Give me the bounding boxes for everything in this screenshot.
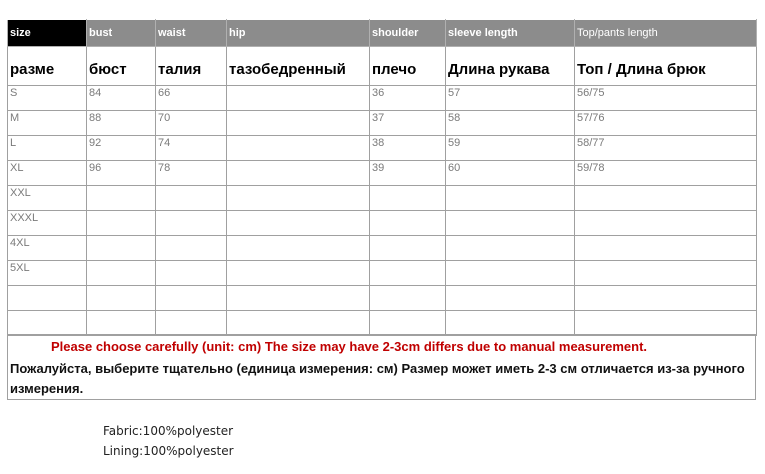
table-cell bbox=[370, 186, 446, 211]
fabric-info: Fabric:100%polyester bbox=[103, 424, 234, 438]
table-cell: S bbox=[8, 86, 87, 111]
table-cell: 37 bbox=[370, 111, 446, 136]
table-cell: XL bbox=[8, 161, 87, 186]
table-cell bbox=[87, 236, 156, 261]
table-cell: 88 bbox=[87, 111, 156, 136]
header-row-ru bbox=[8, 47, 757, 86]
table-row bbox=[8, 136, 757, 161]
table-cell: 38 bbox=[370, 136, 446, 161]
header-ru-sleeve-text: Длина рукава bbox=[448, 61, 550, 78]
table-cell bbox=[8, 286, 87, 311]
table-cell bbox=[8, 311, 87, 336]
table-cell: 59 bbox=[446, 136, 575, 161]
table-cell: L bbox=[8, 136, 87, 161]
header-ru-hip bbox=[227, 47, 370, 86]
header-waist: waist bbox=[156, 20, 227, 47]
table-cell bbox=[227, 286, 370, 311]
table-cell: 39 bbox=[370, 161, 446, 186]
table-cell: 66 bbox=[156, 86, 227, 111]
header-shoulder: shoulder bbox=[370, 20, 446, 47]
table-cell: XXL bbox=[8, 186, 87, 211]
size-note-english: Please choose carefully (unit: cm) The size may have 2-3cm differs due to manual measurement. bbox=[51, 339, 648, 354]
table-cell bbox=[87, 286, 156, 311]
table-cell bbox=[227, 136, 370, 161]
table-cell: 60 bbox=[446, 161, 575, 186]
table-cell bbox=[227, 86, 370, 111]
table-cell: 96 bbox=[87, 161, 156, 186]
table-cell: 59/78 bbox=[575, 161, 757, 186]
header-ru-bust-text: бюст bbox=[89, 61, 127, 78]
table-cell bbox=[370, 211, 446, 236]
table-cell bbox=[575, 186, 757, 211]
size-note-russian: Пожалуйста, выберите тщательно (единица измерения: см) Размер может иметь 2-3 см отличается из-за ручного измерения. bbox=[10, 361, 745, 396]
table-cell: 4XL bbox=[8, 236, 87, 261]
lining-info: Lining:100%polyester bbox=[103, 444, 234, 458]
table-row bbox=[8, 86, 757, 111]
table-cell: 5XL bbox=[8, 261, 87, 286]
table-cell bbox=[370, 286, 446, 311]
table-cell bbox=[227, 311, 370, 336]
table-cell: 57 bbox=[446, 86, 575, 111]
table-cell: 57/76 bbox=[575, 111, 757, 136]
table-row bbox=[8, 311, 757, 336]
table-cell bbox=[87, 211, 156, 236]
header-size: size bbox=[8, 20, 87, 47]
table-cell bbox=[156, 186, 227, 211]
table-cell bbox=[87, 186, 156, 211]
header-hip: hip bbox=[227, 20, 370, 47]
table-cell bbox=[370, 236, 446, 261]
table-cell: 84 bbox=[87, 86, 156, 111]
table-cell bbox=[446, 311, 575, 336]
table-cell bbox=[227, 111, 370, 136]
table-cell bbox=[87, 311, 156, 336]
table-cell: 36 bbox=[370, 86, 446, 111]
table-cell bbox=[446, 211, 575, 236]
table-cell bbox=[370, 311, 446, 336]
table-cell bbox=[446, 236, 575, 261]
header-ru-waist bbox=[156, 47, 227, 86]
table-row bbox=[8, 211, 757, 236]
header-ru-size bbox=[8, 47, 87, 86]
table-cell bbox=[156, 236, 227, 261]
table-cell bbox=[446, 261, 575, 286]
table-cell bbox=[156, 286, 227, 311]
header-bust: bust bbox=[87, 20, 156, 47]
table-row bbox=[8, 161, 757, 186]
header-ru-bust bbox=[87, 47, 156, 86]
table-cell bbox=[370, 261, 446, 286]
table-cell: M bbox=[8, 111, 87, 136]
size-note-box bbox=[7, 334, 756, 400]
table-row bbox=[8, 261, 757, 286]
table-cell: 56/75 bbox=[575, 86, 757, 111]
table-cell bbox=[227, 186, 370, 211]
table-row bbox=[8, 286, 757, 311]
header-ru-length-text: Топ / Длина брюк bbox=[577, 61, 706, 78]
header-ru-shoulder-text: плечо bbox=[372, 61, 417, 78]
table-cell: XXXL bbox=[8, 211, 87, 236]
table-cell bbox=[575, 211, 757, 236]
table-cell bbox=[227, 211, 370, 236]
header-ru-size-text: разме bbox=[10, 61, 55, 78]
table-cell: 74 bbox=[156, 136, 227, 161]
table-cell: 92 bbox=[87, 136, 156, 161]
table-cell bbox=[575, 286, 757, 311]
table-cell bbox=[446, 286, 575, 311]
table-cell bbox=[156, 311, 227, 336]
header-ru-length bbox=[575, 47, 757, 86]
table-cell: 58/77 bbox=[575, 136, 757, 161]
header-sleeve-length: sleeve length bbox=[446, 20, 575, 47]
table-cell bbox=[227, 236, 370, 261]
table-row bbox=[8, 111, 757, 136]
table-row bbox=[8, 186, 757, 211]
table-cell bbox=[156, 261, 227, 286]
header-row-en bbox=[8, 20, 757, 47]
table-cell bbox=[227, 261, 370, 286]
table-cell bbox=[156, 211, 227, 236]
header-ru-shoulder bbox=[370, 47, 446, 86]
header-ru-sleeve bbox=[446, 47, 575, 86]
table-cell: 78 bbox=[156, 161, 227, 186]
table-cell bbox=[575, 261, 757, 286]
table-cell bbox=[575, 236, 757, 261]
header-top-pants-length: Top/pants length bbox=[575, 20, 757, 47]
header-ru-waist-text: талия bbox=[158, 61, 202, 78]
table-cell bbox=[575, 311, 757, 336]
table-cell: 70 bbox=[156, 111, 227, 136]
table-cell bbox=[227, 161, 370, 186]
size-chart-table bbox=[7, 19, 757, 336]
table-cell bbox=[87, 261, 156, 286]
header-ru-hip-text: тазобедренный bbox=[229, 61, 346, 78]
table-cell bbox=[446, 186, 575, 211]
table-cell: 58 bbox=[446, 111, 575, 136]
table-row bbox=[8, 236, 757, 261]
